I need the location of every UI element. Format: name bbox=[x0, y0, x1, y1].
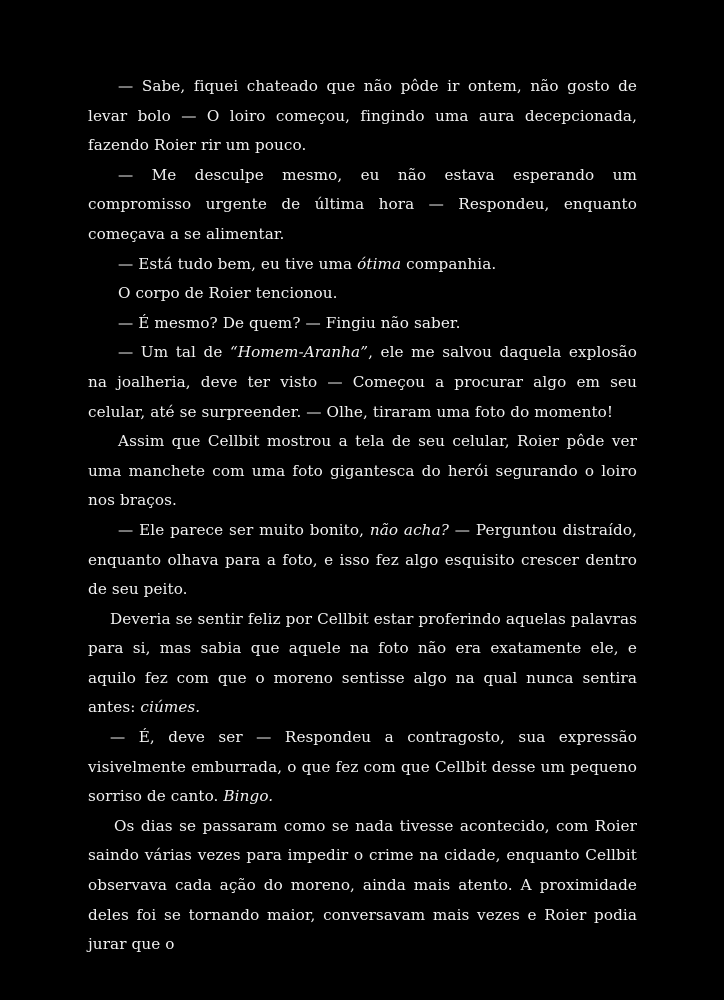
paragraph-4 bbox=[88, 279, 637, 309]
paragraph-11-text: Os dias se passaram como se nada tivesse acontecido, com Roier saindo várias vezes para impedir o crime na cidade, enquanto Cellbit observava cada ação do moreno, ainda mais atento. A proximidade deles foi se tornando maior, conversavam mais vezes e Roier podia jurar que o bbox=[88, 816, 637, 954]
paragraph-6-text-after: , ele me salvou daquela explosão na joalheria, deve ter visto — Começou a procurar algo em seu celular, até se surpreender. — Olhe, tiraram uma foto do momento! bbox=[88, 343, 637, 421]
paragraph-9 bbox=[88, 605, 637, 723]
paragraph-10-text-before: — É, deve ser — Respondeu a contragosto, sua expressão visivelmente emburrada, o que fez com que Cellbit desse um pequeno sorriso de canto. bbox=[88, 728, 637, 806]
paragraph-3 bbox=[88, 250, 637, 280]
paragraph-8-text-after: — Perguntou distraído, enquanto olhava para a foto, e isso fez algo esquisito crescer dentro de seu peito. bbox=[88, 520, 637, 599]
paragraph-3-text-before: — Está tudo bem, eu tive uma bbox=[118, 254, 358, 273]
paragraph-2-text: — Me desculpe mesmo, eu não estava esperando um compromisso urgente de última hora — Respondeu, enquanto começava a se alimentar. bbox=[88, 165, 637, 243]
paragraph-6-text-before: — Um tal de bbox=[118, 343, 230, 362]
paragraph-6 bbox=[88, 338, 637, 427]
paragraph-1-text: — Sabe, fiquei chateado que não pôde ir ontem, não gosto de levar bolo — O loiro começou, fingindo uma aura decepcionada, fazendo Roier rir um pouco. bbox=[88, 77, 637, 155]
book-page bbox=[88, 72, 637, 960]
paragraph-2 bbox=[88, 161, 637, 250]
paragraph-4-text: O corpo de Roier tencionou. bbox=[118, 284, 338, 303]
paragraph-7-text: Assim que Cellbit mostrou a tela de seu celular, Roier pôde ver uma manchete com uma foto gigantesca do herói segurando o loiro nos braços. bbox=[88, 432, 637, 510]
paragraph-10-italic: Bingo. bbox=[223, 787, 274, 806]
paragraph-9-text-before: Deveria se sentir feliz por Cellbit estar proferindo aquelas palavras para si, mas sabia que aquele na foto não era exatamente ele, e aquilo fez com que o moreno sentisse algo na qual nunca sentira antes: bbox=[88, 609, 637, 717]
paragraph-11 bbox=[88, 812, 637, 960]
paragraph-6-italic: “Homem-Aranha” bbox=[229, 343, 369, 362]
paragraph-1 bbox=[88, 72, 637, 161]
paragraph-3-italic: ótima bbox=[357, 254, 402, 273]
paragraph-8-italic: não acha? bbox=[369, 520, 449, 539]
paragraph-9-italic: ciúmes. bbox=[140, 698, 201, 717]
paragraph-8-text-before: — Ele parece ser muito bonito, bbox=[118, 520, 370, 539]
paragraph-3-text-after: companhia. bbox=[401, 254, 497, 273]
paragraph-8 bbox=[88, 516, 637, 605]
paragraph-5-text: — É mesmo? De quem? — Fingiu não saber. bbox=[118, 313, 461, 332]
paragraph-10 bbox=[88, 723, 637, 812]
paragraph-5 bbox=[88, 309, 637, 339]
paragraph-7 bbox=[88, 427, 637, 516]
